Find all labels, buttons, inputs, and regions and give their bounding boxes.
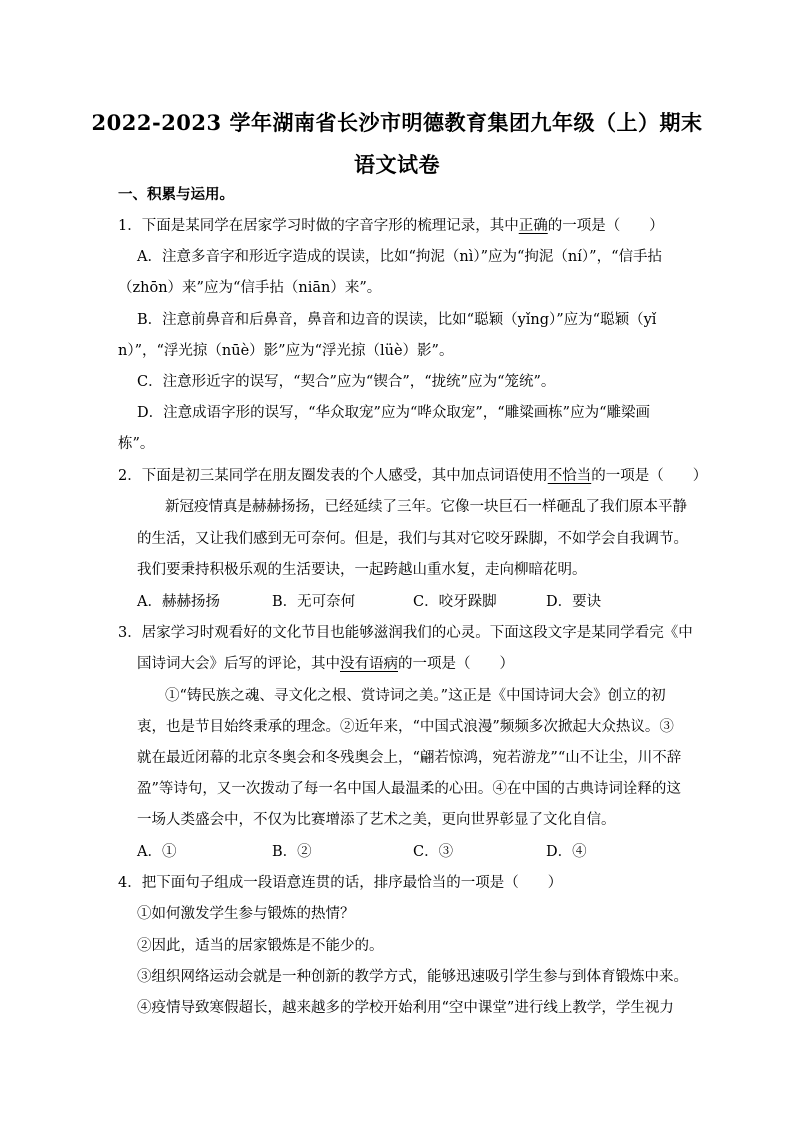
- question-2-option-c: C．咬牙跺脚: [413, 594, 497, 610]
- question-1-keyword: 正确: [518, 218, 548, 234]
- question-1-option-b-cont: n）”，“浮光掠（nūè）影”应为“浮光掠（lüè）影”。: [118, 343, 454, 359]
- question-2-option-b: B．无可奈何: [272, 594, 356, 610]
- section-heading: 一、积累与运用。: [118, 186, 234, 203]
- question-2-passage-line: 的生活，又让我们感到无可奈何。但是，我们与其对它咬牙跺脚，不如学会自我调节。: [137, 531, 688, 547]
- question-1-option-a: A．注意多音字和形近字造成的误读，比如“拘泥（nì）”应为“拘泥（ní）”，“信手拈: [137, 249, 662, 265]
- question-4-sentence-3: ③组织网络运动会就是一种创新的教学方式，能够迅速吸引学生参与到体育锻炼中来。: [137, 969, 688, 985]
- question-1-stem: [118, 216, 664, 236]
- question-3-stem: 3．居家学习时观看好的文化节目也能够滋润我们的心灵。下面这段文字是某同学看完《中: [118, 625, 693, 641]
- question-2-passage-line: 新冠疫情真是赫赫扬扬，已经延续了三年。它像一块巨石一样砸乱了我们原本平静: [165, 499, 687, 515]
- question-3-option-c: C．③: [413, 844, 454, 860]
- question-2-stem: [118, 466, 707, 486]
- question-1-option-b: B．注意前鼻音和后鼻音，鼻音和边音的误读，比如“聪颖（yǐng）”应为“聪颖（yǐ: [137, 312, 657, 328]
- question-3-passage-line: 就在最近闭幕的北京冬奥会和冬残奥会上，“翩若惊鸿，宛若游龙”“山不让尘，川不辞: [137, 750, 682, 766]
- question-1-stem-tail: 的一项是（ ）: [547, 218, 664, 234]
- question-2-keyword: 不恰当: [547, 468, 592, 484]
- question-3-stem-text: 国诗词大会》后写的评论，其中: [137, 656, 340, 672]
- question-3-option-d: D．④: [546, 844, 587, 860]
- question-2-passage-line: 我们要秉持积极乐观的生活要诀，一起跨越山重水复，走向柳暗花明。: [137, 562, 587, 578]
- question-2-option-d: D．要诀: [546, 594, 602, 610]
- question-1-option-d-cont: 栋”。: [118, 436, 155, 452]
- question-4-sentence-1: ①如何激发学生参与锻炼的热情？: [137, 906, 355, 922]
- question-1-option-c: C．注意形近字的误写，“契合”应为“锲合”，“拢统”应为“笼统”。: [137, 374, 556, 390]
- question-3-option-b: B．②: [272, 844, 312, 860]
- question-3-passage-line: ①“铸民族之魂、寻文化之根、赏诗词之美。”这正是《中国诗词大会》创立的初: [165, 688, 666, 704]
- exam-title-line1: 2022-2023 学年湖南省长沙市明德教育集团九年级（上）期末: [91, 110, 703, 135]
- question-4-sentence-4: ④疫情导致寒假超长，越来越多的学校开始利用“空中课堂”进行线上教学，学生视力: [137, 1000, 674, 1016]
- question-4-sentence-2: ②因此，适当的居家锻炼是不能少的。: [137, 938, 384, 954]
- question-3-option-a: A．①: [137, 844, 177, 860]
- question-4-stem: 4．把下面句子组成一段语意连贯的话，排序最恰当的一项是（ ）: [118, 875, 563, 891]
- question-2-stem-tail: 的一项是（ ）: [591, 468, 708, 484]
- question-3-passage-line: 衷，也是节目始终秉承的理念。②近年来，“中国式浪漫”频频多次掀起大众热议。③: [137, 719, 674, 735]
- question-1-option-a-cont: （zhōn）来”应为“信手拈（niān）来”。: [118, 280, 382, 296]
- exam-title-line2: 语文试卷: [354, 152, 440, 177]
- question-2-option-a: A．赫赫扬扬: [137, 594, 220, 610]
- question-3-keyword: 没有语病: [340, 656, 398, 672]
- question-3-passage-line: 一场人类盛会中，不仅为比赛增添了艺术之美，更向世界彰显了文化自信。: [137, 812, 616, 828]
- question-1-stem-text: 1．下面是某同学在居家学习时做的字音字形的梳理记录，其中: [118, 218, 519, 234]
- question-1-option-d: D．注意成语字形的误写，“华众取宠”应为“哗众取宠”，“雕粱画栋”应为“雕梁画: [137, 405, 651, 421]
- question-3-stem-cont: [137, 654, 514, 674]
- question-2-stem-text: 2．下面是初三某同学在朋友圈发表的个人感受，其中加点词语使用: [118, 468, 548, 484]
- question-3-stem-tail: 的一项是（ ）: [398, 656, 514, 672]
- question-3-passage-line: 盈”等诗句，又一次拨动了每一名中国人最温柔的心田。④在中国的古典诗词诠释的这: [137, 781, 681, 797]
